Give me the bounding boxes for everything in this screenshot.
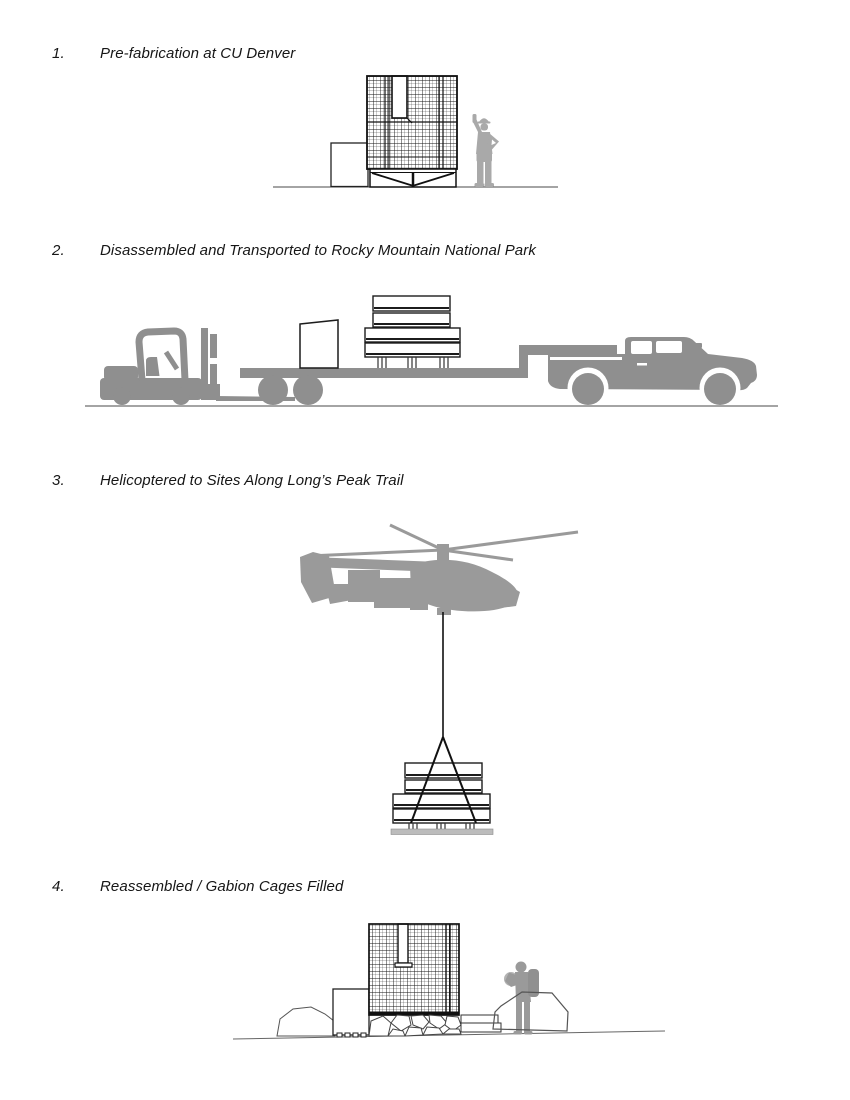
gabion-rocks [369,1015,461,1036]
step-3-title: Helicoptered to Sites Along Long’s Peak Trail [100,472,404,489]
side-box [333,989,369,1037]
sling-load-panel-stack [391,763,493,835]
step-1-title: Pre-fabrication at CU Denver [100,45,296,62]
left-boulder [277,1007,335,1036]
reassembly-illustration [225,915,670,1050]
panel-stack [365,296,460,368]
transport-illustration [80,284,785,409]
step-2-heading [52,243,536,259]
worker-icon [473,114,500,187]
gabion-structure-icon [369,924,459,1015]
helicopter-illustration [270,520,590,845]
side-box [331,143,368,187]
crate-box [300,320,338,368]
step-2-title: Disassembled and Transported to Rocky Mountain National Park [100,242,536,259]
step-4-title: Reassembled / Gabion Cages Filled [100,878,344,895]
step-3-number: 3. [52,472,65,489]
prefab-structure-icon [367,76,457,187]
step-1-number: 1. [52,45,65,62]
step-2-number: 2. [52,242,65,259]
prefabrication-illustration [268,66,568,194]
step-4-heading [52,879,343,895]
door-slot [392,76,407,118]
step-4-number: 4. [52,878,65,895]
helicopter-icon [300,525,578,615]
step-1-heading [52,46,295,62]
pallet [391,829,493,835]
hiker-icon [504,962,539,1035]
braced-base [370,169,456,187]
step-3-heading [52,473,404,489]
door-slot [398,924,408,963]
